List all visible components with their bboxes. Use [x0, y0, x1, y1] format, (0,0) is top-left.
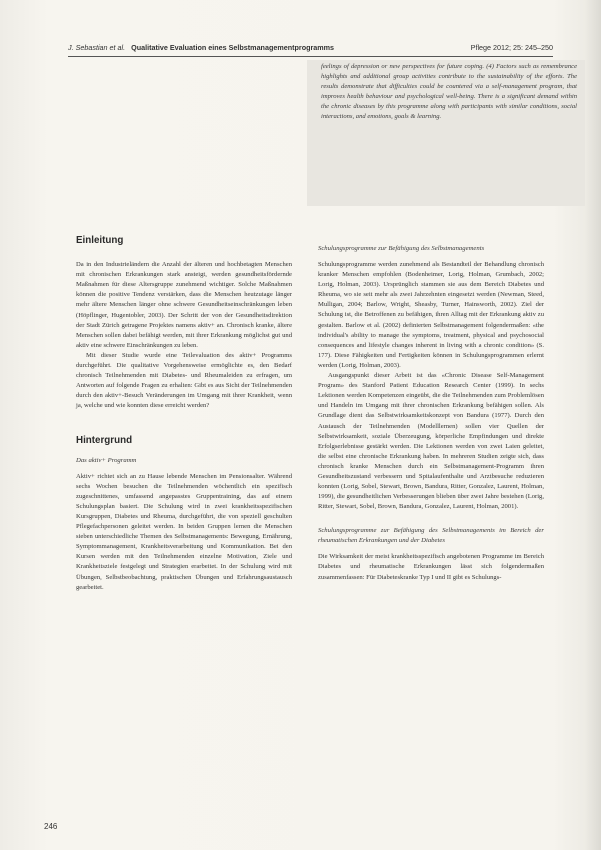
subsection-heading-programm: Das aktiv+ Programm [76, 456, 137, 464]
running-head [68, 43, 553, 52]
running-head-authors: J. Sebastian et al. [68, 43, 126, 52]
left-column [76, 236, 292, 593]
page-edge-shadow [585, 0, 601, 850]
header-rule [68, 56, 553, 57]
abstract-box [307, 60, 585, 206]
background-paragraph-1: Aktiv+ richtet sich an zu Hause lebende Menschen im Pensionsalter. Während sechs Wochen besuchen die Teilnehmenden wöchentlich ein spezifisch zugeschnittenes, umfassend angepasstes Gruppentraining, das auf einem Schulungsplan basiert. Die Schulung wird in zwei krankheitsspezifischen Kursgruppen, Diabetes und Rheuma, durchgeführt, die von speziell geschulten Pflegefachpersonen geleitet werden. In beiden Gruppen lernen die Menschen sieben unterschiedliche Themen des Selbstmanagements: Bewegung, Ernährung, Symptommanagement, Krankheitsverarbeitung und Kommunikation. Bei den Kursen werden mit den Teilnehmenden einzelne Motivation, Ziele und Krankheitsziele festgelegt und Strategien erarbeitet. In der Schulung wird mit Übungen, Selbstbeobachtung, praktischen Übungen und Erfahrungsaustausch gearbeitet. [76, 472, 292, 591]
page-number: 246 [44, 822, 58, 831]
right-paragraph-3: Die Wirksamkeit der meist krankheitsspezifisch angebotenen Programme im Bereich Diabetes und rheumatische Erkrankungen lässt sich folgendermaßen zusammenfassen: Für Diabeteskranke Typ I und II gibt es Schulungs- [318, 553, 544, 581]
abstract-text: feelings of depression or new perspectives for future coping. (4) Factors such as remembrance highlights and additional group activities contribute to the sustainability of the efforts. The results demonstrate that difficulties could be countered via a self-management program, that improves health behaviour and psychological well-being. There is a significant demand within the chronic diseases by this programme along with participants with similar conditions, social interactions, and emotions, goals & learning. [321, 63, 577, 120]
subsection-heading-rheuma-diabetes: Schulungsprogramme zur Befähigung des Selbstmanagements im Bereich der rheumatischen Erkrankungen und der Diabetes [318, 527, 544, 545]
subsection-heading-schulung: Schulungsprogramme zur Befähigung des Selbstmanagements [318, 245, 485, 252]
section-heading-einleitung: Einleitung [76, 235, 124, 246]
intro-paragraph-2: Mit dieser Studie wurde eine Teilevaluation des aktiv+ Programms durchgeführt. Die qualitative Vorgehensweise ermöglichte es, den Bedarf chronisch Teilnehmenden mit Diabetes- und Rheumaleiden zu erfragen, um Antworten auf folgende Fragen zu erhalten: Gibt es aus Sicht der Teilnehmenden durch den aktiv+-Besuch Veränderungen im Umgang mit ihrer Krankheit, wenn ja, welche und wie konnten diese erreicht werden? [76, 351, 292, 410]
running-head-title: Qualitative Evaluation eines Selbstmanagementprogramms [131, 43, 335, 52]
right-column [318, 244, 544, 583]
running-head-citation: Pflege 2012; 25: 245–250 [470, 43, 553, 52]
right-paragraph-2: Ausgangspunkt dieser Arbeit ist das «Chronic Disease Self-Management Program» des Stanford Patient Education Research Center (1999). In sechs Lektionen werden Kompetenzen eingeübt, die die Teilnehmenden zum Problemlösen und Handeln im Umgang mit ihrer chronischen Erkrankung befähigen sollen. Als Grundlage dient das Selbstwirksamkeitskonzept von Bandura (1977). Durch den Austausch der Teilnehmenden (Modelllernen) sollen vier Quellen der Selbstwirksamkeit, soziale Überzeugung, körperliche Empfindungen und direkte Erfolgserlebnisse gestärkt werden. Die Lektionen werden von zwei Laien geleitet, die selbst eine chronische Erkrankung haben. In mehreren Studien zeigte sich, dass chronisch kranke Menschen durch ein Selbstmanagement-Programm ihren Gesundheitszustand verbessern und Spitalaufenthalte und Arztbesuche reduzieren konnten (Lorig, Sobel, Stewart, Brown, Bandura, Ritter, Gonzalez, Laurent, Holman, 1999), die gesundheitlichen Verbesserungen blieben über zwei Jahre bestehen (Lorig, Ritter, Stewart, Sobel, Brown, Bandura, Gonzalez, Laurent, Holman, 2001). [318, 372, 544, 511]
section-heading-hintergrund: Hintergrund [76, 434, 133, 446]
intro-paragraph-1: Da in den Industrieländern die Anzahl der älteren und hochbetagten Menschen mit chronischen Erkrankungen stark ansteigt, werden gesundheitsfördernde Maßnahmen für diese Altersgruppe zunehmend wichtiger. Solche Maßnahmen können die positive Tendenz verstärken, dass die Menschen heutzutage länger mehr ältere Menschen länger ohne schwere Gesundheitseinschränkungen leben (Höpflinger, Hugentobler, 2003). Der Schritt der von der Gesundheitsdirektion der Stadt Zürich getragene Projektes namens aktiv+ an. Chronisch kranke, ältere Menschen sollen dabei befähigt werden, mit ihrer Erkrankung möglichst gut und aktiv eine schwere Einschränkungen zu leben. [76, 261, 292, 349]
right-paragraph-1: Schulungsprogramme werden zunehmend als Bestandteil der Behandlung chronisch kranker Menschen empfohlen (Bodenheimer, Lorig, Holman, Grumbach, 2002; Lorig, Holman, 2003). Ursprünglich stammen sie aus dem Bereich Diabetes und Rheuma, wo sie seit mehr als zwei Jahrzehnten eingesetzt werden (Newman, Steed, Mulligan, 2004; Barlow, Wright, Sheasby, Turner, Hainsworth, 2002). Ziel der Schulung ist, die Betroffenen zu befähigen, ihren Alltag mit der Erkrankung aktiv zu gestalten. Barlow et al. (2002) definierten Selbstmanagement folgendermaßen: «the individual's ability to manage the symptoms, treatment, physical and psychosocial consequences and lifestyle changes inherent in living with a chronic condition» (S. 177). Diese Fähigkeiten und Fertigkeiten können in Schulungsprogrammen erlernt werden (Lorig, Holman, 2003). [318, 261, 544, 369]
